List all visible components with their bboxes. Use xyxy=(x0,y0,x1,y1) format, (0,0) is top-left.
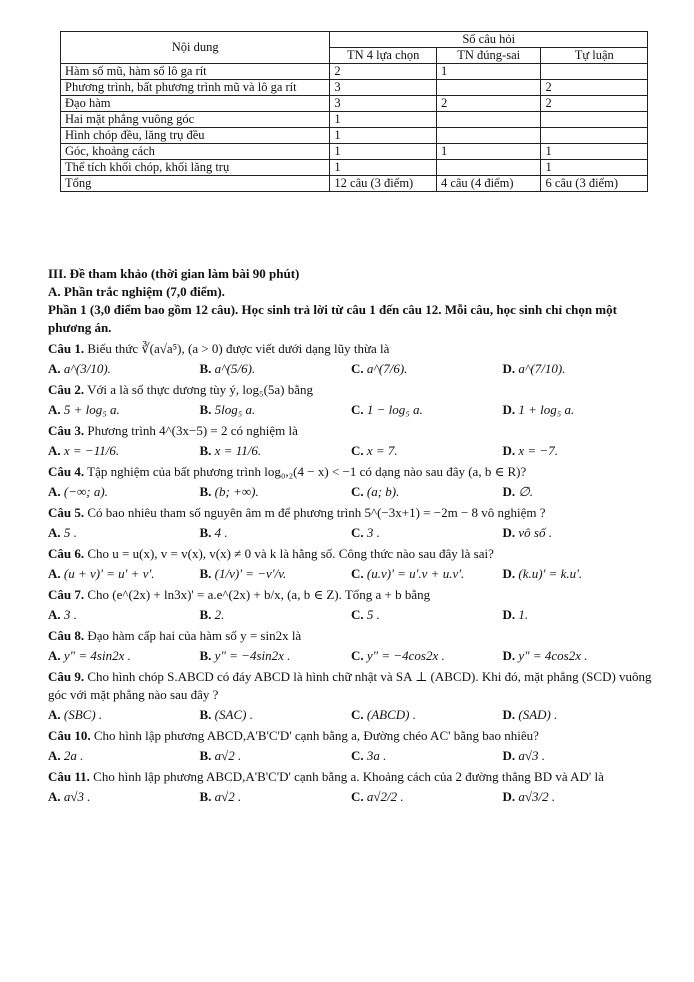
answer-option: B. (SAC) . xyxy=(199,707,253,722)
question-text: Có bao nhiêu tham số nguyên âm m để phương trình 5^(−3x+1) = −2m − 8 vô nghiệm ? xyxy=(84,505,546,520)
question-label: Câu 9. xyxy=(48,669,85,684)
answer-option: B. x = 11/6. xyxy=(199,443,262,458)
answer-option: D. 1 + log₅ a. xyxy=(502,402,575,417)
answer-option: C. (u.v)' = u'.v + u.v'. xyxy=(351,566,465,581)
answer-options xyxy=(48,606,654,624)
answer-options xyxy=(48,788,654,806)
question-text: Với a là số thực dương tùy ý, log₅(5a) bằng xyxy=(84,382,314,397)
question-item xyxy=(48,727,654,765)
answer-options xyxy=(48,524,654,542)
answer-option: D. a^(7/10). xyxy=(502,361,566,376)
answer-option: D. (SAD) . xyxy=(502,707,558,722)
header-tn4: TN 4 lựa chọn xyxy=(330,48,437,64)
question-label: Câu 10. xyxy=(48,728,91,743)
answer-option: A. 2a . xyxy=(48,748,84,763)
answer-options xyxy=(48,565,654,583)
answer-option: B. (b; +∞). xyxy=(199,484,259,499)
table-row: Thể tích khối chóp, khối lăng trụ 1 1 xyxy=(61,160,648,176)
answer-option: C. 3 . xyxy=(351,525,380,540)
question-item xyxy=(48,422,654,460)
header-tnds: TN đúng-sai xyxy=(436,48,541,64)
answer-option: B. (1/v)' = −v'/v. xyxy=(199,566,287,581)
table-row: Hai mặt phẳng vuông góc 1 xyxy=(61,112,648,128)
answer-option: A. a^(3/10). xyxy=(48,361,111,376)
question-label: Câu 1. xyxy=(48,341,85,356)
question-text: Cho (e^(2x) + ln3x)' = a.e^(2x) + b/x, (a, b ∈ Z). Tổng a + b bằng xyxy=(84,587,431,602)
answer-option: A. 5 + log₅ a. xyxy=(48,402,120,417)
header-tl: Tự luận xyxy=(541,48,648,64)
question-text: Cho u = u(x), v = v(x), v(x) ≠ 0 và k là hằng số. Công thức nào sau đây là sai? xyxy=(84,546,494,561)
question-label: Câu 3. xyxy=(48,423,85,438)
answer-option: B. y" = −4sin2x . xyxy=(199,648,291,663)
answer-option: C. y" = −4cos2x . xyxy=(351,648,445,663)
answer-options xyxy=(48,483,654,501)
answer-option: D. ∅. xyxy=(502,484,533,499)
answer-option: B. a^(5/6). xyxy=(199,361,256,376)
table-row-total: Tổng 12 câu (3 điểm) 4 câu (4 điểm) 6 câu (3 điểm) xyxy=(61,176,648,192)
part1-intro: Phần 1 (3,0 điểm bao gồm 12 câu). Học sinh trả lời từ câu 1 đến câu 12. Mỗi câu, học sinh chỉ chọn một phương án. xyxy=(48,302,617,335)
answer-option: D. y" = 4cos2x . xyxy=(502,648,588,663)
question-label: Câu 6. xyxy=(48,546,85,561)
header-so-cau-hoi: Số câu hỏi xyxy=(330,32,648,48)
answer-option: B. 4 . xyxy=(199,525,228,540)
answer-option: A. (SBC) . xyxy=(48,707,103,722)
question-text: Cho hình lập phương ABCD,A'B'C'D' cạnh bằng a. Khoảng cách của 2 đường thẳng BD và AD' là xyxy=(89,769,604,784)
answer-option: C. 5 . xyxy=(351,607,380,622)
answer-option: A. 5 . xyxy=(48,525,77,540)
exam-body xyxy=(48,265,654,806)
question-text: Biểu thức ∛(a√a⁵), (a > 0) được viết dưới dạng lũy thừa là xyxy=(84,341,390,356)
answer-option: D. x = −7. xyxy=(502,443,558,458)
answer-option: C. a^(7/6). xyxy=(351,361,408,376)
question-item xyxy=(48,627,654,665)
answer-option: B. a√2 . xyxy=(199,748,242,763)
answer-option: C. (a; b). xyxy=(351,484,400,499)
question-label: Câu 5. xyxy=(48,505,85,520)
table-row: Hàm số mũ, hàm số lô ga rít 2 1 xyxy=(61,64,648,80)
question-item xyxy=(48,586,654,624)
question-label: Câu 7. xyxy=(48,587,85,602)
question-item xyxy=(48,463,654,501)
question-item xyxy=(48,381,654,419)
part-a-title: A. Phần trắc nghiệm (7,0 điểm). xyxy=(48,284,225,299)
table-row: Phương trình, bất phương trình mũ và lô ga rít 3 2 xyxy=(61,80,648,96)
answer-option: D. a√3 . xyxy=(502,748,546,763)
table-row: Góc, khoảng cách 1 1 1 xyxy=(61,144,648,160)
question-text: Cho hình lập phương ABCD,A'B'C'D' cạnh bằng a, Đường chéo AC' bằng bao nhiêu? xyxy=(90,728,539,743)
question-item xyxy=(48,545,654,583)
question-text: Đạo hàm cấp hai của hàm số y = sin2x là xyxy=(84,628,302,643)
question-item xyxy=(48,504,654,542)
answer-option: B. a√2 . xyxy=(199,789,242,804)
question-label: Câu 11. xyxy=(48,769,90,784)
answer-option: A. x = −11/6. xyxy=(48,443,120,458)
answer-option: C. a√2/2 . xyxy=(351,789,404,804)
answer-option: D. (k.u)' = k.u'. xyxy=(502,566,583,581)
question-label: Câu 8. xyxy=(48,628,85,643)
answer-option: B. 2. xyxy=(199,607,225,622)
answer-option: A. 3 . xyxy=(48,607,77,622)
question-list xyxy=(48,340,654,806)
answer-options xyxy=(48,747,654,765)
header-noi-dung: Nội dung xyxy=(61,32,330,64)
answer-option: A. (u + v)' = u' + v'. xyxy=(48,566,155,581)
answer-option: C. 3a . xyxy=(351,748,387,763)
answer-option: D. vô số . xyxy=(502,525,552,540)
answer-options xyxy=(48,442,654,460)
answer-option: C. (ABCD) . xyxy=(351,707,416,722)
question-label: Câu 2. xyxy=(48,382,85,397)
question-item xyxy=(48,768,654,806)
question-text: Tập nghiệm của bất phương trình log₀,₂(4 − x) < −1 có dạng nào sau đây (a, b ∈ R)? xyxy=(84,464,527,479)
answer-option: D. 1. xyxy=(502,607,529,622)
table-row: Hình chóp đều, lăng trụ đều 1 xyxy=(61,128,648,144)
question-item xyxy=(48,668,654,724)
question-matrix-table xyxy=(60,31,648,192)
answer-option: A. a√3 . xyxy=(48,789,91,804)
section-title: III. Đề tham khảo (thời gian làm bài 90 phút) xyxy=(48,266,300,281)
answer-options xyxy=(48,401,654,419)
answer-option: B. 5log₅ a. xyxy=(199,402,256,417)
answer-options xyxy=(48,706,654,724)
answer-option: A. y" = 4sin2x . xyxy=(48,648,131,663)
answer-option: A. (−∞; a). xyxy=(48,484,108,499)
question-text: Cho hình chóp S.ABCD có đáy ABCD là hình chữ nhật và SA ⊥ (ABCD). Khi đó, mặt phẳng (SCD) vuông góc với mặt phẳng nào sau đây ? xyxy=(48,669,652,702)
question-item xyxy=(48,340,654,378)
answer-option: D. a√3/2 . xyxy=(502,789,556,804)
question-label: Câu 4. xyxy=(48,464,85,479)
question-text: Phương trình 4^(3x−5) = 2 có nghiệm là xyxy=(84,423,298,438)
answer-option: C. 1 − log₅ a. xyxy=(351,402,423,417)
answer-option: C. x = 7. xyxy=(351,443,398,458)
table-row: Đạo hàm 3 2 2 xyxy=(61,96,648,112)
answer-options xyxy=(48,360,654,378)
answer-options xyxy=(48,647,654,665)
